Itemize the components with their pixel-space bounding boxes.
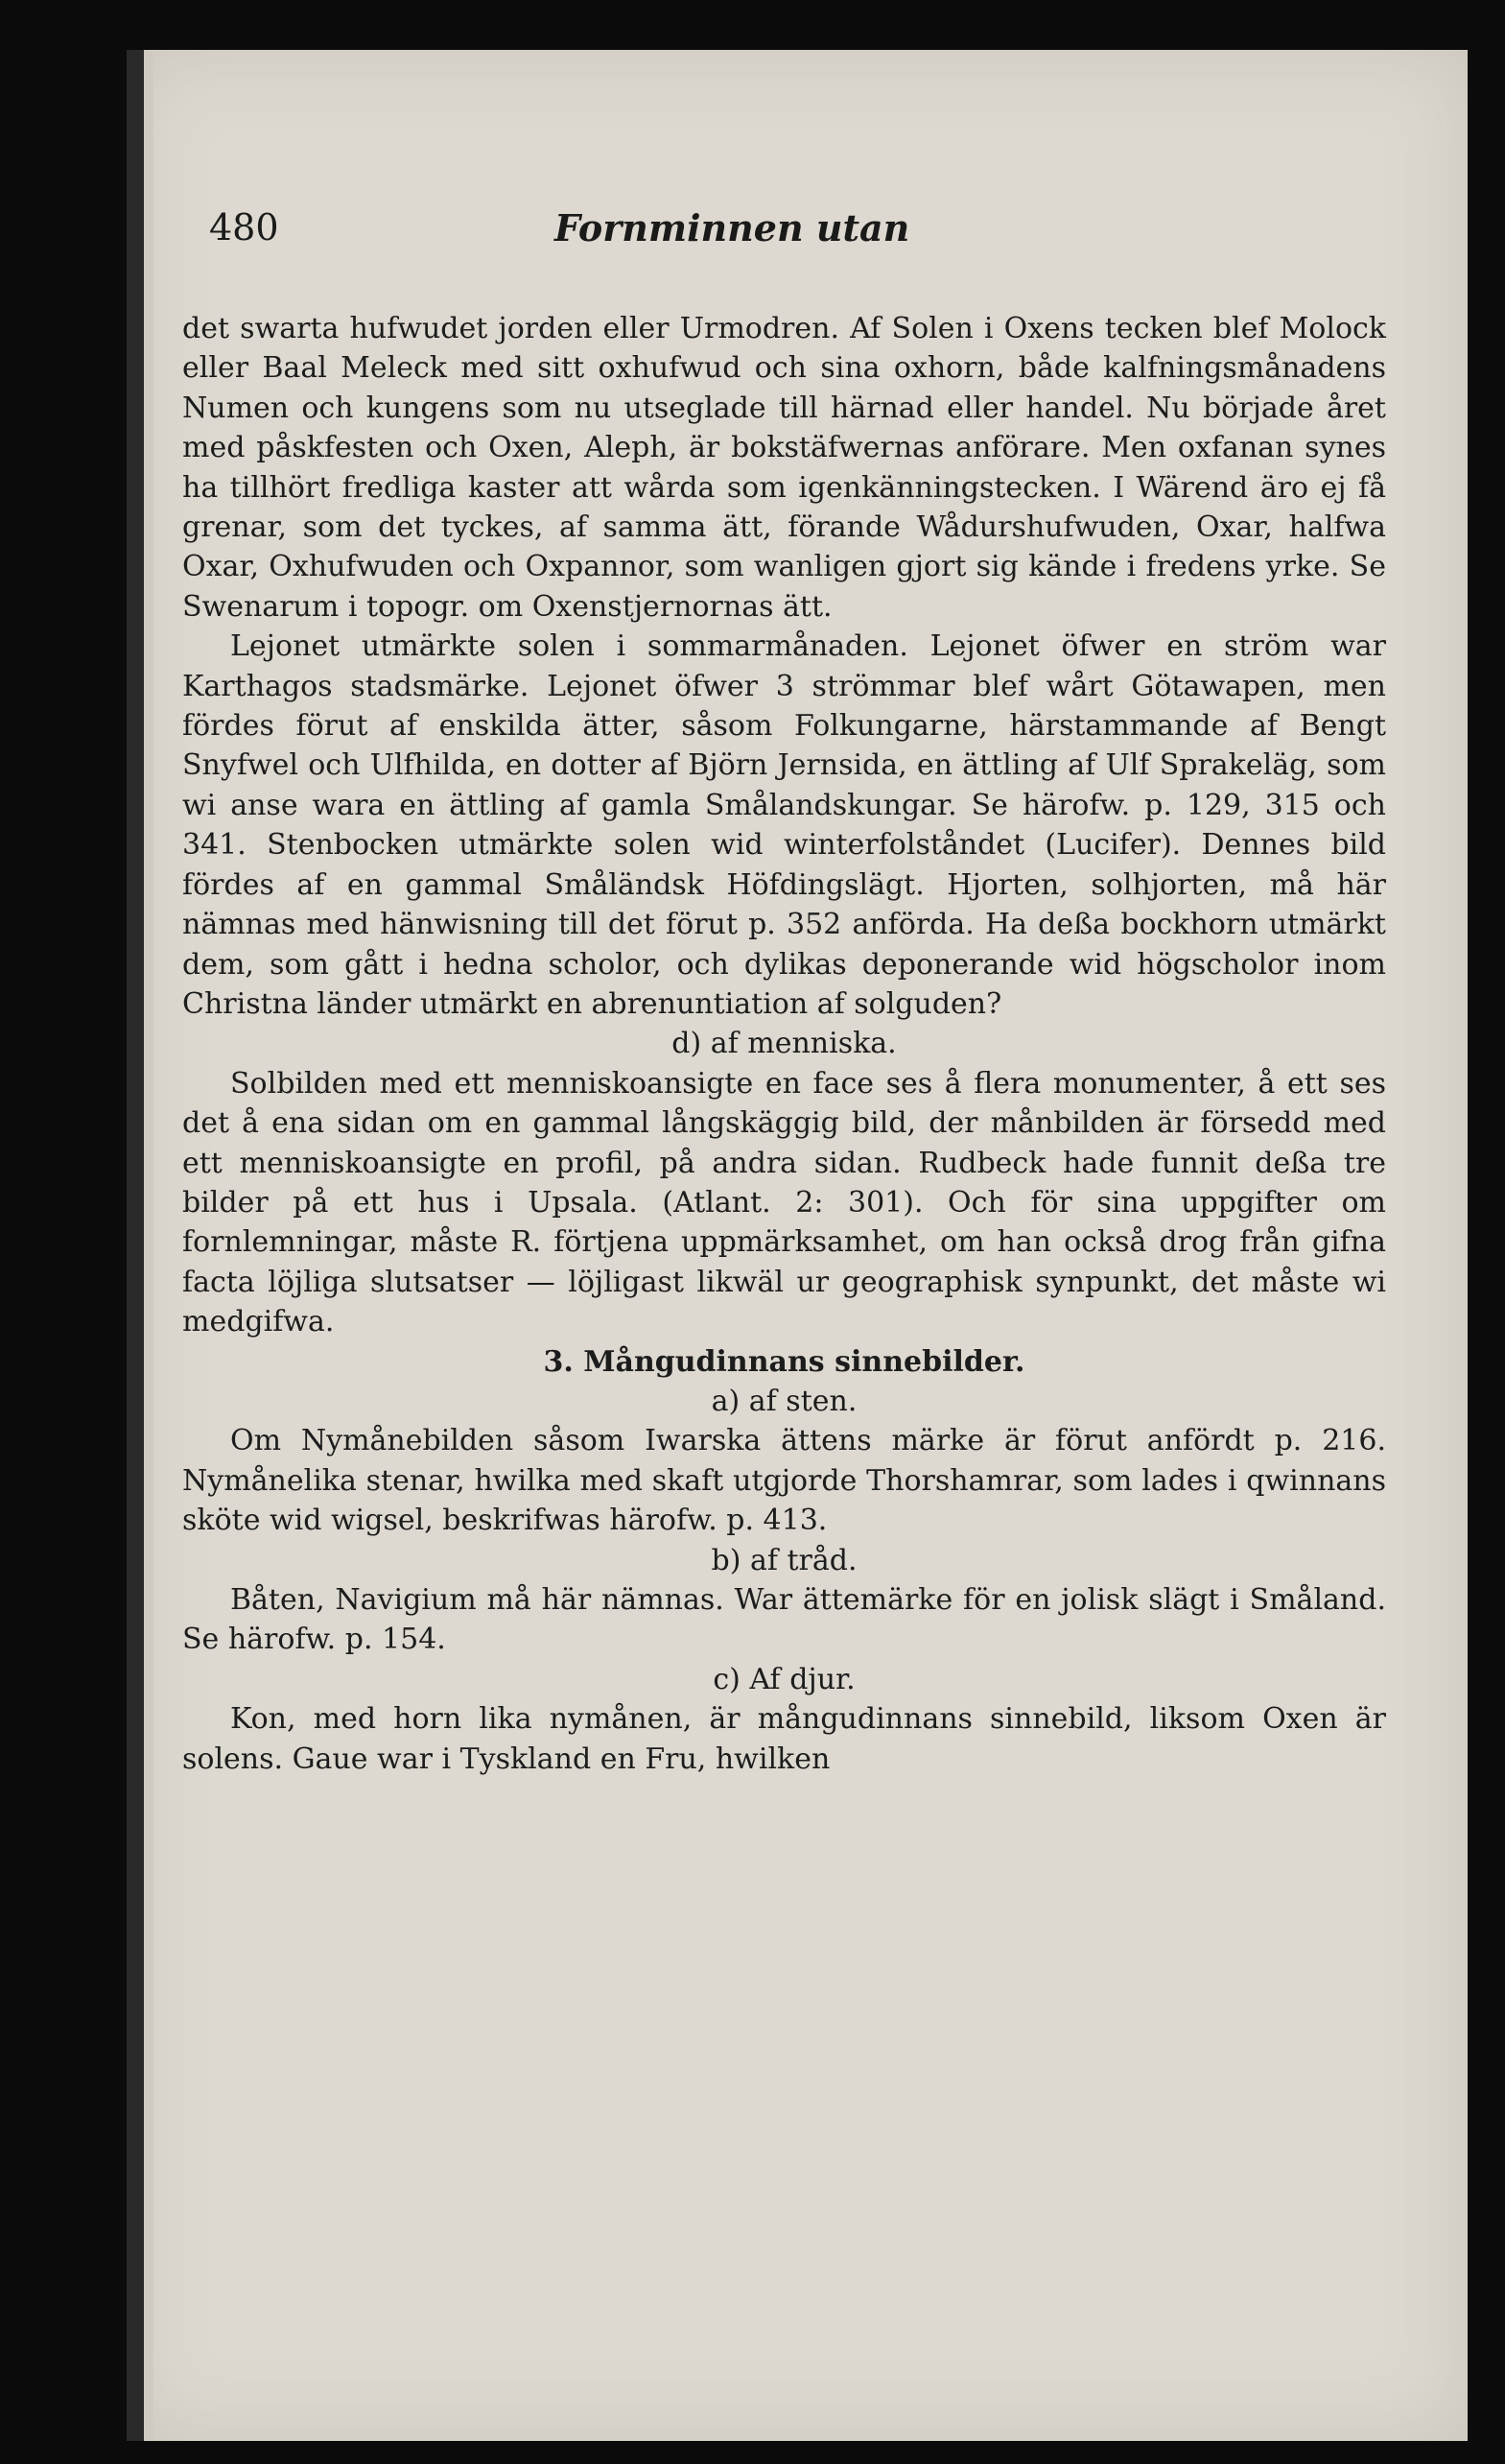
paragraph-oxen: det swarta hufwudet jorden eller Urmodren. Af Solen i Oxens tecken blef Molock eller Baal Meleck med sitt oxhufwud och sina oxhorn, både kalfningsmånadens Numen och kungens som nu utseglade till härnad eller handel. Nu började året med påskfesten och Oxen, Aleph, är bokstäfwernas anförare. Men oxfanan synes ha tillhört fredliga kaster att wårda som igenkänningstecken. I Wärend äro ej få grenar, som det tyckes, af samma ätt, förande Wådurshufwuden, Oxar, halfwa Oxar, Oxhufwuden och Oxpannor, som wanligen gjort sig kände i fredens yrke. Se Swenarum i topogr. om Oxenstjernornas ätt. bbox=[182, 312, 1386, 624]
binding-shadow bbox=[127, 50, 144, 2441]
page-number: 480 bbox=[209, 206, 279, 249]
subheading-sten: a) af sten. bbox=[711, 1384, 858, 1418]
paragraph-kon: Kon, med horn lika nymånen, är mångudinnans sinnebild, liksom Oxen är solens. Gaue war i Tyskland en Fru, hwilken bbox=[182, 1702, 1386, 1776]
running-head: Fornminnen utan bbox=[554, 206, 910, 249]
paragraph-baten: Båten, Navigium må här nämnas. War ättemärke för en jolisk slägt i Småland. Se härofw. p. 154. bbox=[182, 1583, 1386, 1657]
subheading-trad: b) af tråd. bbox=[711, 1543, 858, 1577]
body-text bbox=[182, 309, 1386, 1779]
page-header bbox=[209, 206, 1168, 264]
page-edge bbox=[144, 50, 153, 2441]
paragraph-solbilden: Solbilden med ett menniskoansigte en face ses å flera monumenter, å ett ses det å ena sidan om en gammal långskäggig bild, der månbilden är försedd med ett menniskoansigte en profil, på andra sidan. Rudbeck hade funnit deßa tre bilder på ett hus i Upsala. (Atlant. 2: 301). Och för sina uppgifter om fornlemningar, måste R. förtjena uppmärksamhet, om han också drog från gifna facta löjliga slutsatser — löjligast likwäl ur geographisk synpunkt, det måste wi medgifwa. bbox=[182, 1066, 1386, 1339]
subheading-menniska: d) af menniska. bbox=[671, 1027, 897, 1061]
section-heading-mangudinnans: 3. Mångudinnans sinnebilder. bbox=[543, 1344, 1025, 1379]
paragraph-lejonet: Lejonet utmärkte solen i sommarmånaden. Lejonet öfwer en ström war Karthagos stadsmärke. Lejonet öfwer 3 strömmar blef wårt Götawapen, men fördes förut af enskilda ätter, såsom Folkungarne, härstammande af Bengt Snyfwel och Ulfhilda, en dotter af Björn Jernsida, en ättling af Ulf Sprakeläg, som wi anse wara en ättling af gamla Smålandskungar. Se härofw. p. 129, 315 och 341. Stenbocken utmärkte solen wid winterfolståndet (Lucifer). Dennes bild fördes af en gammal Småländsk Höfdingslägt. Hjorten, solhjorten, må här nämnas med hänwisning till det förut p. 352 anförda. Ha deßa bockhorn utmärkt dem, som gått i hedna scholor, och dylikas deponerande wid högscholor inom Christna länder utmärkt en abrenuntiation af solguden? bbox=[182, 629, 1386, 1021]
subheading-djur: c) Af djur. bbox=[713, 1662, 856, 1696]
paragraph-nymanebilden: Om Nymånebilden såsom Iwarska ättens märke är förut anfördt p. 216. Nymånelika stenar, hwilka med skaft utgjorde Thorshamrar, som lades i qwinnans sköte wid wigsel, beskrifwas härofw. p. 413. bbox=[182, 1424, 1386, 1538]
